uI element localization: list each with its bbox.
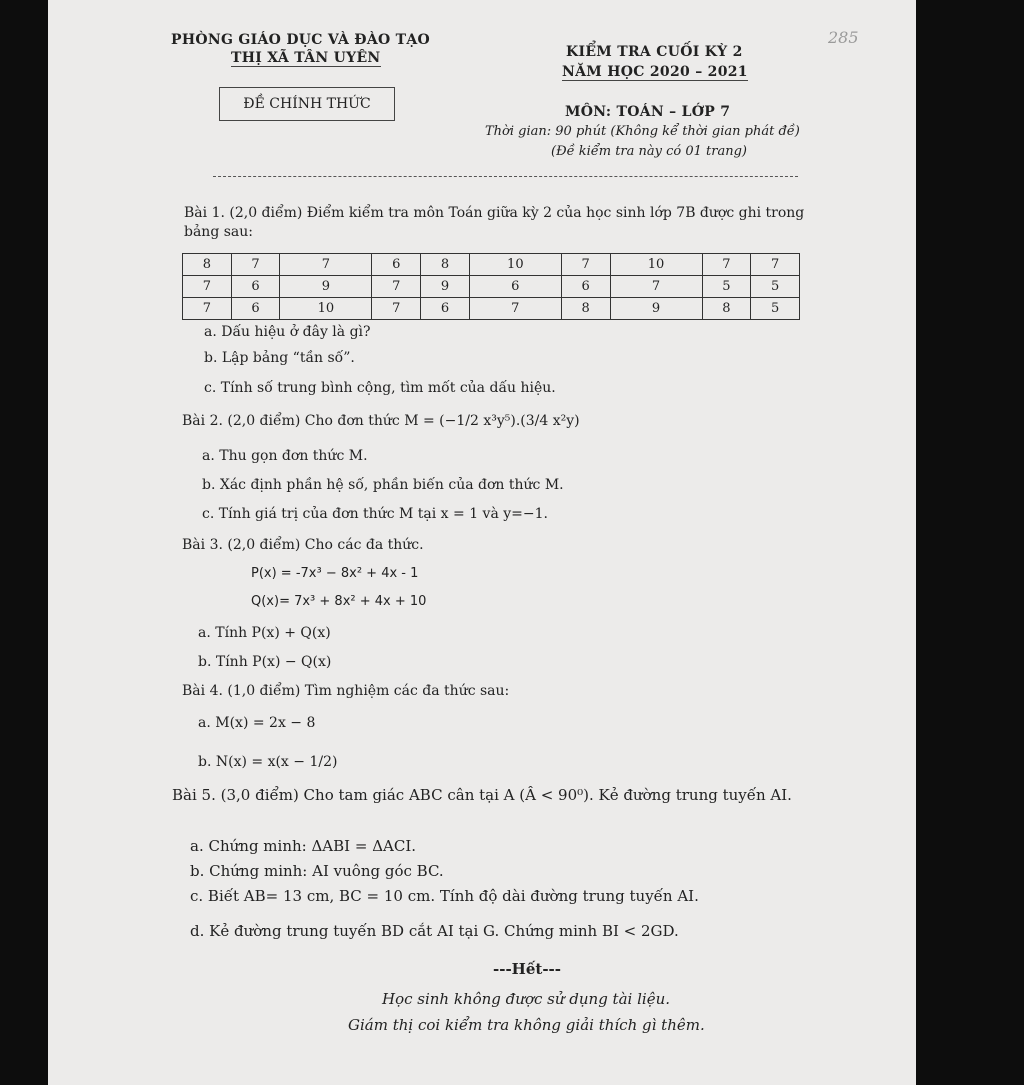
table-cell: 9 — [610, 298, 702, 320]
table-cell: 7 — [372, 276, 421, 298]
exam-paper — [48, 0, 916, 1085]
official-exam-box: ĐỀ CHÍNH THỨC — [219, 87, 395, 121]
bai3-polynomial-q: Q(x)= 7x³ + 8x² + 4x + 10 — [251, 594, 427, 609]
time-allowed: Thời gian: 90 phút (Không kể thời gian phát đề) — [485, 124, 800, 139]
table-cell: 9 — [421, 276, 470, 298]
table-cell: 7 — [751, 254, 800, 276]
table-cell: 8 — [561, 298, 610, 320]
district-name: THỊ XÃ TÂN UYÊN — [231, 50, 381, 66]
header-divider — [213, 176, 798, 177]
table-cell: 7 — [280, 254, 372, 276]
bai4-b: b. N(x) = x(x − 1/2) — [198, 754, 338, 770]
table-cell: 7 — [183, 298, 232, 320]
bai4-title: Bài 4. (1,0 điểm) Tìm nghiệm các đa thức sau: — [182, 683, 510, 699]
table-cell: 7 — [469, 298, 561, 320]
table-cell: 6 — [421, 298, 470, 320]
bai1-a: a. Dấu hiệu ở đây là gì? — [204, 324, 371, 340]
table-cell: 10 — [610, 254, 702, 276]
table-cell: 5 — [751, 276, 800, 298]
bai3-polynomial-p: P(x) = -7x³ − 8x² + 4x - 1 — [251, 566, 419, 581]
footer-note-1: Học sinh không được sử dụng tài liệu. — [382, 990, 670, 1008]
scores-table — [182, 253, 800, 320]
table-cell: 6 — [372, 254, 421, 276]
table-cell: 6 — [561, 276, 610, 298]
bai5-a: a. Chứng minh: ΔABI = ΔACI. — [190, 837, 417, 855]
bai2-c: c. Tính giá trị của đơn thức M tại x = 1 và y=−1. — [202, 506, 548, 522]
table-cell: 7 — [561, 254, 610, 276]
table-row — [183, 276, 800, 298]
bai2-title: Bài 2. (2,0 điểm) Cho đơn thức M = (−1/2 x³y⁵).(3/4 x²y) — [182, 413, 580, 429]
table-cell: 9 — [280, 276, 372, 298]
bai3-title: Bài 3. (2,0 điểm) Cho các đa thức. — [182, 537, 424, 553]
bai1-c: c. Tính số trung bình cộng, tìm mốt của dấu hiệu. — [204, 380, 556, 396]
table-cell: 7 — [183, 276, 232, 298]
table-cell: 8 — [421, 254, 470, 276]
department-name: PHÒNG GIÁO DỤC VÀ ĐÀO TẠO — [171, 32, 431, 48]
bai2-a: a. Thu gọn đơn thức M. — [202, 448, 368, 464]
bai2-b: b. Xác định phần hệ số, phần biến của đơn thức M. — [202, 477, 564, 493]
bai5-b: b. Chứng minh: AI vuông góc BC. — [190, 862, 444, 880]
table-cell: 7 — [702, 254, 751, 276]
end-marker: ---Hết--- — [493, 960, 561, 978]
pages-note: (Đề kiểm tra này có 01 trang) — [551, 144, 747, 159]
table-cell: 6 — [469, 276, 561, 298]
table-cell: 10 — [280, 298, 372, 320]
table-cell: 5 — [751, 298, 800, 320]
table-cell: 8 — [183, 254, 232, 276]
bai5-c: c. Biết AB= 13 cm, BC = 10 cm. Tính độ dài đường trung tuyến AI. — [190, 887, 699, 905]
table-cell: 7 — [231, 254, 280, 276]
table-cell: 7 — [610, 276, 702, 298]
school-year: NĂM HỌC 2020 – 2021 — [562, 64, 748, 80]
table-cell: 5 — [702, 276, 751, 298]
bai3-a: a. Tính P(x) + Q(x) — [198, 625, 331, 641]
table-cell: 6 — [231, 298, 280, 320]
bai5-d: d. Kẻ đường trung tuyến BD cắt AI tại G. Chứng minh BI < 2GD. — [190, 922, 679, 940]
table-row — [183, 254, 800, 276]
bai1-title-cont: bảng sau: — [184, 224, 254, 240]
table-row — [183, 298, 800, 320]
subject: MÔN: TOÁN – LỚP 7 — [565, 104, 731, 120]
table-cell: 6 — [231, 276, 280, 298]
bai4-a: a. M(x) = 2x − 8 — [198, 715, 316, 731]
bai1-title: Bài 1. (2,0 điểm) Điểm kiểm tra môn Toán giữa kỳ 2 của học sinh lớp 7B được ghi trong — [184, 205, 805, 221]
table-cell: 7 — [372, 298, 421, 320]
table-cell: 8 — [702, 298, 751, 320]
bai1-b: b. Lập bảng “tần số”. — [204, 350, 355, 366]
bai3-b: b. Tính P(x) − Q(x) — [198, 654, 332, 670]
table-cell: 10 — [469, 254, 561, 276]
bai5-title: Bài 5. (3,0 điểm) Cho tam giác ABC cân tại A (Â < 90⁰). Kẻ đường trung tuyến AI. — [172, 786, 792, 804]
exam-title: KIỂM TRA CUỐI KỲ 2 — [566, 44, 743, 60]
handwritten-mark: 285 — [828, 28, 859, 47]
footer-note-2: Giám thị coi kiểm tra không giải thích gì thêm. — [348, 1016, 705, 1034]
